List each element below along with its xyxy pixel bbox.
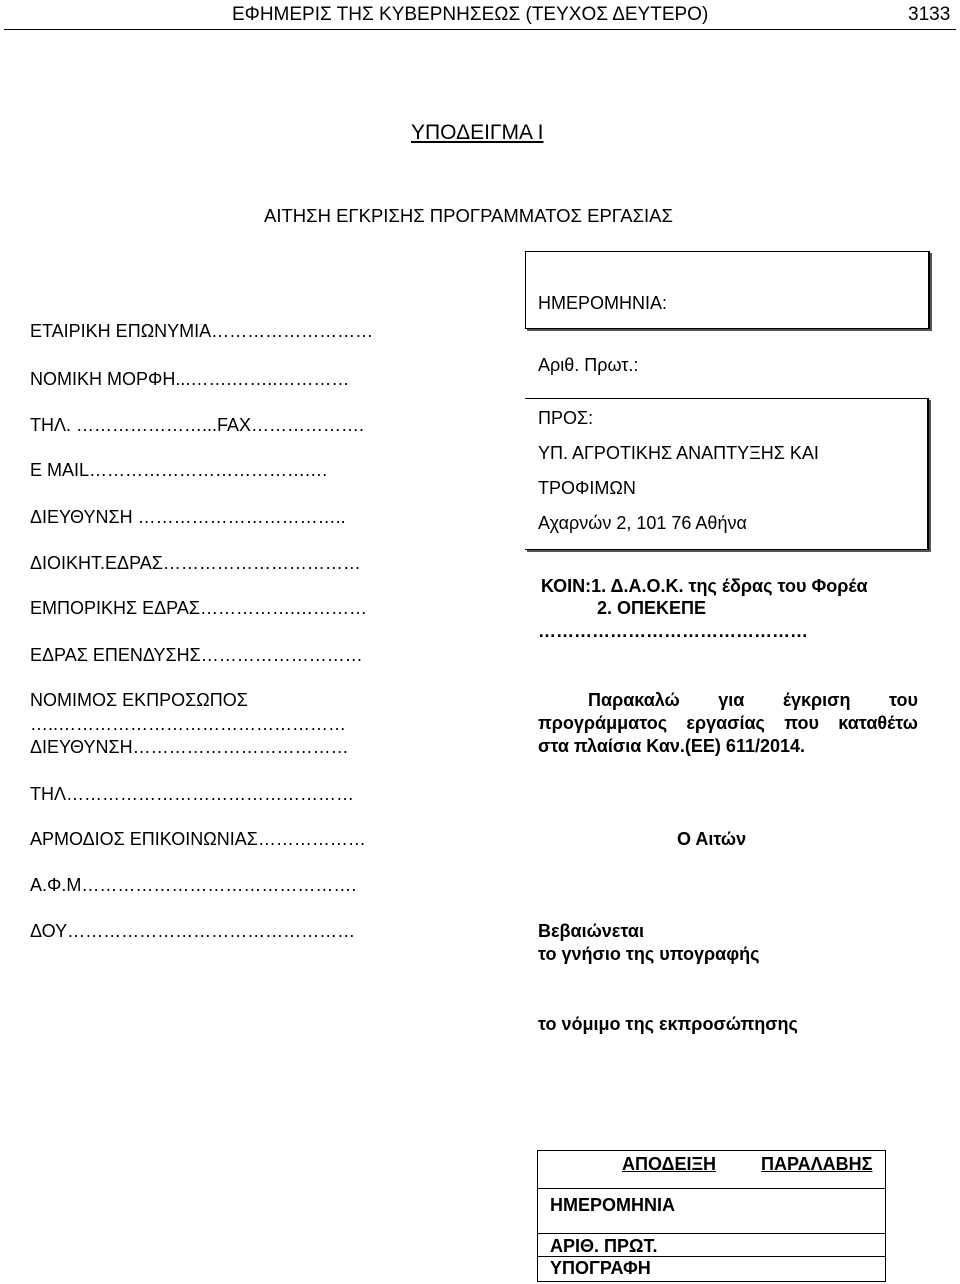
- recipient-to-label: ΠΡΟΣ:: [538, 408, 594, 428]
- copies-line1: ΚΟΙΝ:1. Δ.Α.Ο.Κ. της έδρας του Φορέα: [541, 576, 868, 596]
- request-line3: στα πλαίσια Καν.(ΕΕ) 611/2014.: [538, 736, 806, 756]
- field-commercial-seat: ΕΜΠΟΡΙΚΗΣ ΕΔΡΑΣ…………….…………: [30, 598, 367, 618]
- field-tax-office: ΔΟΥ…………………………………………: [30, 921, 356, 941]
- date-protocol-box: [525, 251, 930, 329]
- applicant-signature-label: Ο Αιτών: [677, 829, 747, 849]
- field-contact-person: ΑΡΜΟΔΙΟΣ ΕΠΙΚΟΙΝΩΝΙΑΣ………………: [30, 829, 366, 849]
- certified-line1: Βεβαιώνεται: [538, 921, 644, 941]
- receipt-date-label: ΗΜΕΡΟΜΗΝΙΑ: [550, 1195, 675, 1215]
- specimen-title: ΥΠΟΔΕΙΓΜΑ Ι: [411, 121, 544, 144]
- field-representative-address: ΔΙΕΥΘΥΝΣΗ………………………………: [30, 737, 349, 757]
- gazette-title: ΕΦΗΜΕΡΙΣ ΤΗΣ ΚΥΒΕΡΝΗΣΕΩΣ (ΤΕΥΧΟΣ ΔΕΥΤΕΡΟ): [232, 4, 709, 25]
- request-line2: προγράμματος εργασίας που καταθέτω: [538, 713, 918, 733]
- protocol-number-label: Αριθ. Πρωτ.:: [538, 355, 639, 375]
- receipt-divider-2: [538, 1233, 885, 1234]
- receipt-protocol-label: ΑΡΙΘ. ΠΡΩΤ.: [550, 1236, 658, 1256]
- date-label: ΗΜΕΡΟΜΗΝΙΑ:: [538, 293, 668, 313]
- field-company-name: ΕΤΑΙΡΙΚΗ ΕΠΩΝΥΜΙΑ………………………: [30, 321, 374, 341]
- receipt-box: [537, 1150, 886, 1282]
- field-representative-phone: ΤΗΛ…………………………………………: [30, 784, 355, 804]
- copies-line2: 2. ΟΠΕΚΕΠΕ: [597, 598, 707, 618]
- field-address: ΔΙΕΥΘΥΝΣΗ ……………………………..: [30, 507, 346, 527]
- field-email: Ε MAIL……………………………….…: [30, 460, 329, 480]
- field-legal-form: ΝΟΜΙΚΗ ΜΟΡΦΗ...…….……..…………: [30, 369, 350, 389]
- field-tax-id: Α.Φ.Μ……………………………………….: [30, 875, 357, 895]
- page-number: 3133: [908, 4, 951, 25]
- recipient-ministry-line2: ΤΡΟΦΙΜΩΝ: [538, 478, 636, 498]
- certified-line2: το γνήσιο της υπογραφής: [538, 944, 760, 964]
- request-line1: Παρακαλώ για έγκριση του: [588, 690, 918, 710]
- recipient-address: Αχαρνών 2, 101 76 Αθήνα: [538, 513, 747, 533]
- receipt-signature-label: ΥΠΟΓΡΑΦΗ: [550, 1258, 651, 1278]
- receipt-title-left: ΑΠΟΔΕΙΞΗ: [622, 1154, 717, 1174]
- application-title: ΑΙΤΗΣΗ ΕΓΚΡΙΣΗΣ ΠΡΟΓΡΑΜΜΑΤΟΣ ΕΡΓΑΣΙΑΣ: [264, 205, 673, 226]
- field-representative-dots: …..…………………………………………: [30, 714, 347, 734]
- field-phone-fax: ΤΗΛ. …………………...FAX……………….: [30, 415, 365, 435]
- receipt-divider-1: [538, 1188, 885, 1189]
- copies-dots: ………………………………………: [538, 621, 808, 641]
- receipt-title-right: ΠΑΡΑΛΑΒΗΣ: [761, 1154, 873, 1174]
- field-investment-seat: ΕΔΡΑΣ ΕΠΕΝΔΥΣΗΣ………………………: [30, 645, 363, 665]
- request-paragraph: [538, 689, 918, 758]
- header-rule: [4, 29, 956, 30]
- field-legal-representative: ΝΟΜΙΜΟΣ ΕΚΠΡΟΣΩΠΟΣ: [30, 690, 248, 710]
- receipt-divider-3: [538, 1256, 885, 1257]
- recipient-ministry-line1: ΥΠ. ΑΓΡΟΤΙΚΗΣ ΑΝΑΠΤΥΞΗΣ ΚΑΙ: [538, 443, 819, 463]
- representation-line: το νόμιμο της εκπροσώπησης: [538, 1014, 798, 1034]
- field-admin-seat: ΔΙΟΙΚΗΤ.ΕΔΡΑΣ……………………………: [30, 553, 361, 573]
